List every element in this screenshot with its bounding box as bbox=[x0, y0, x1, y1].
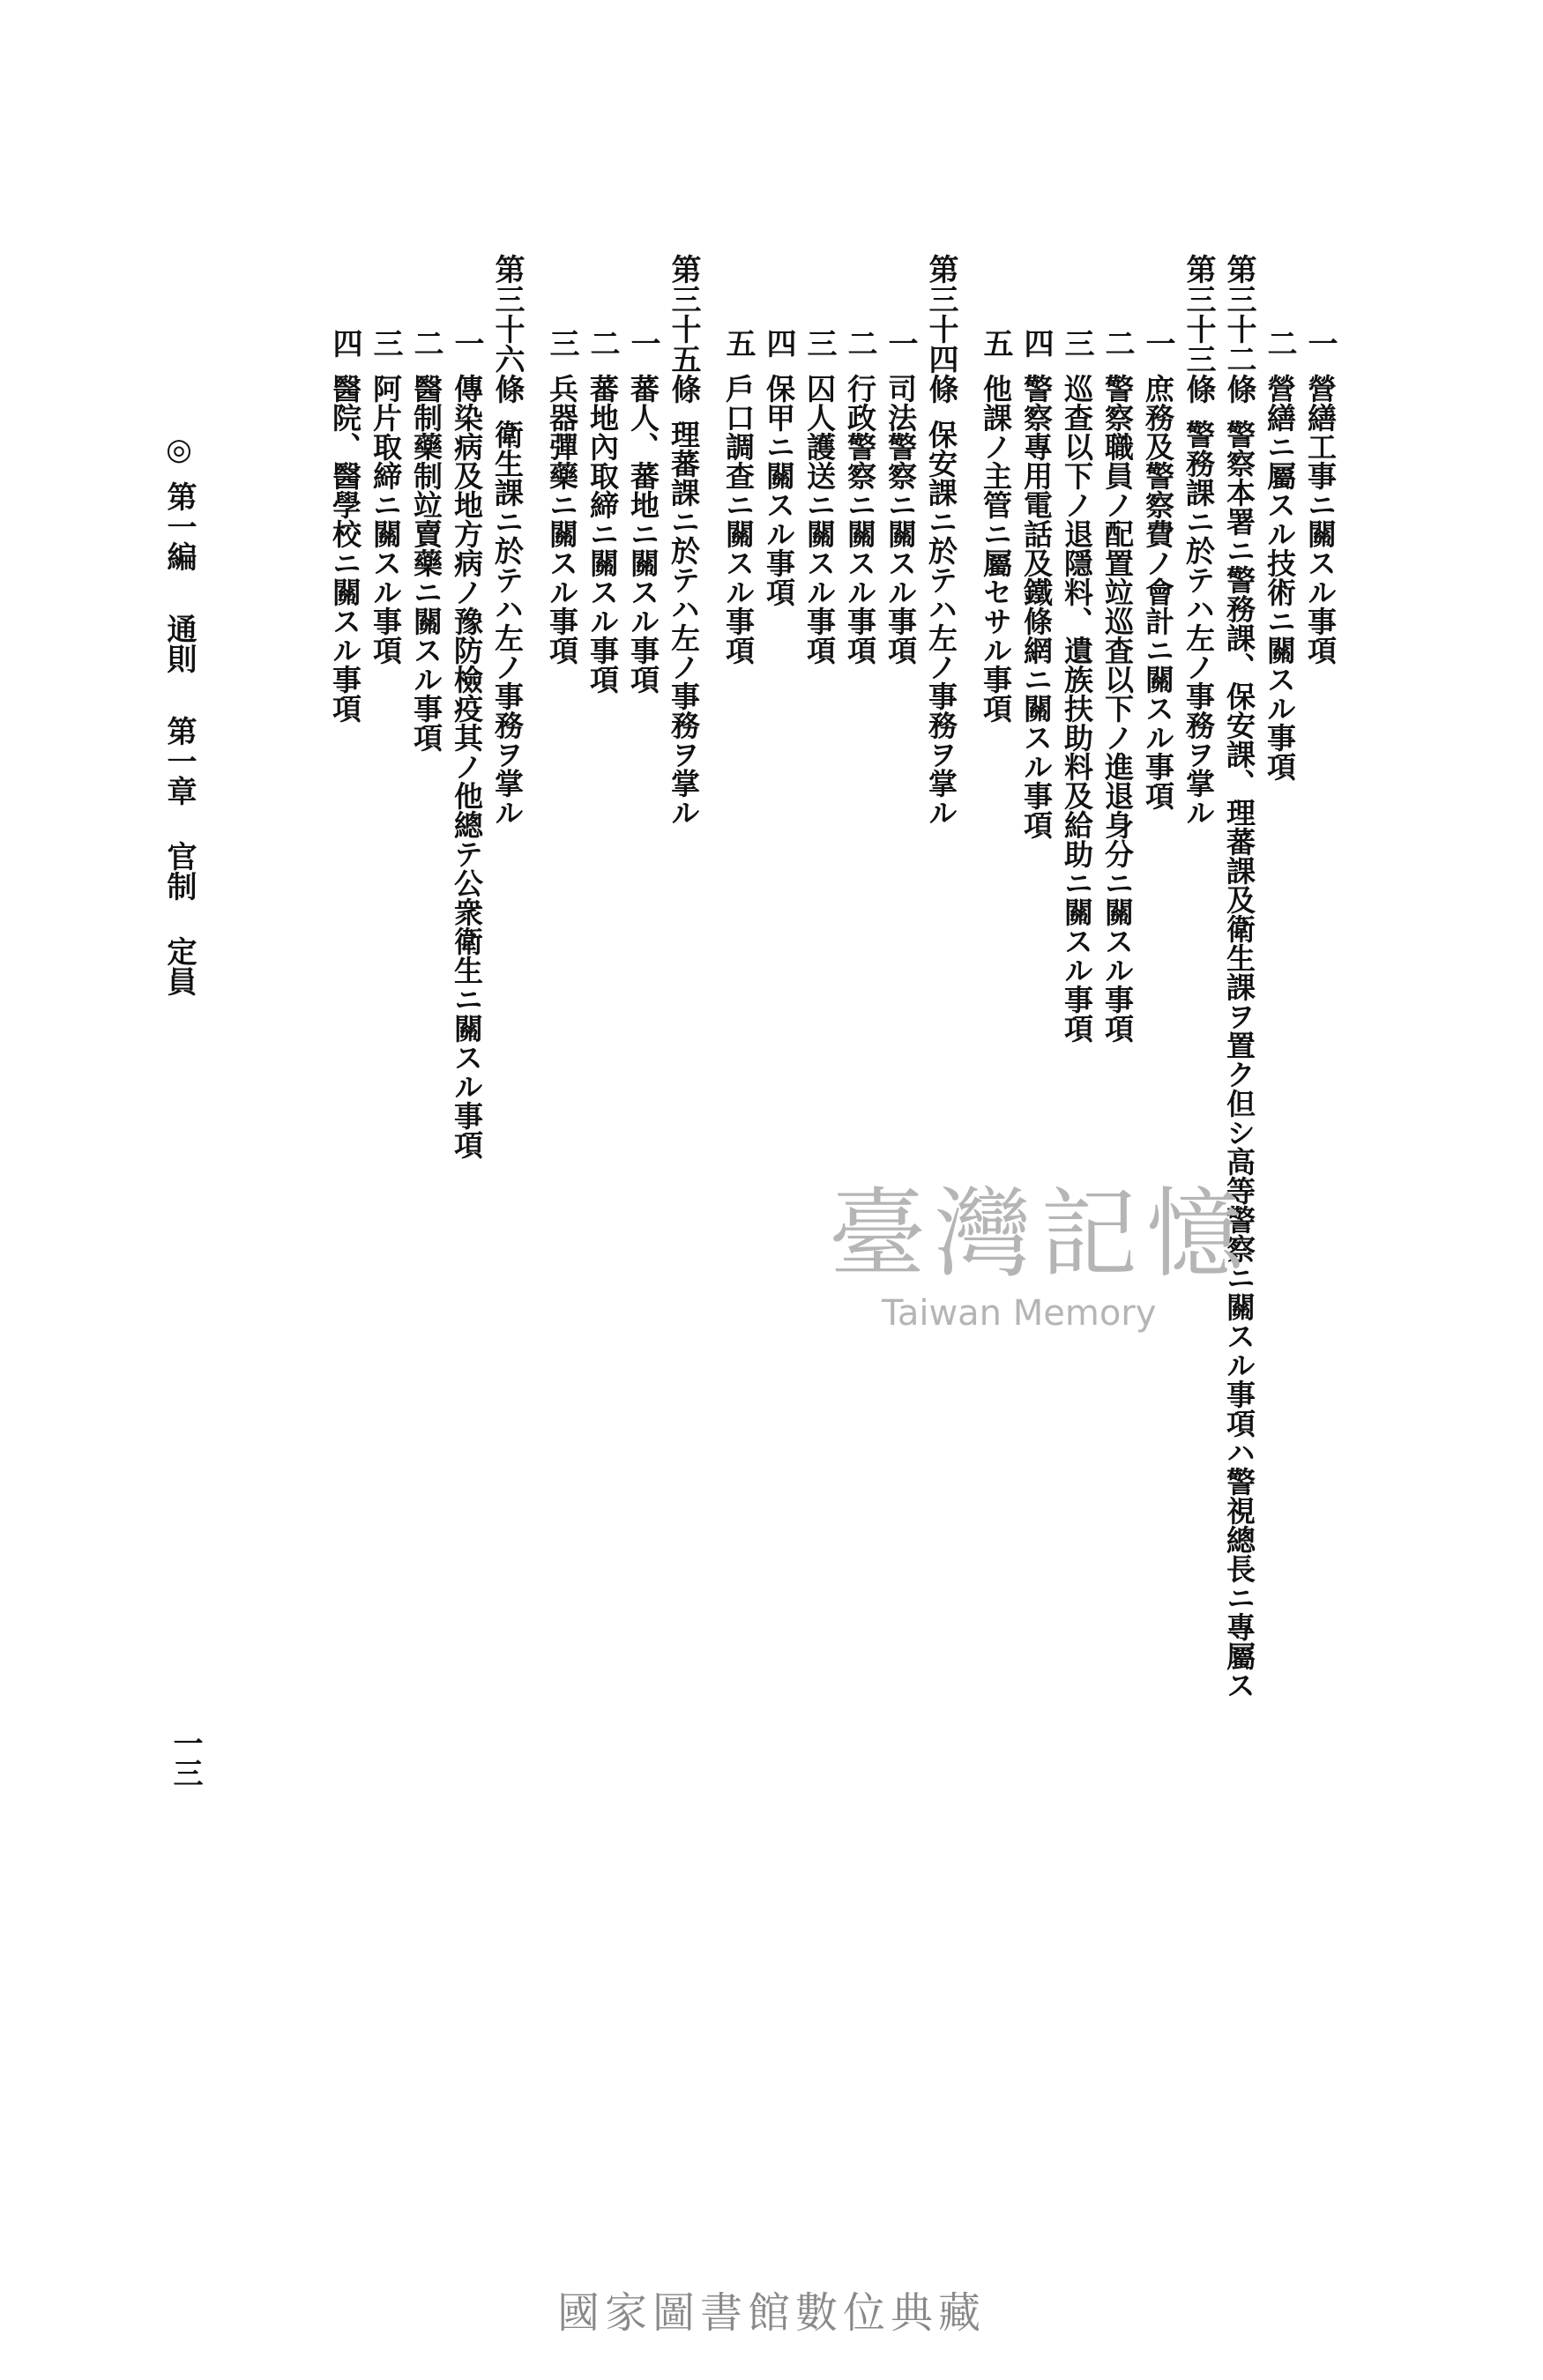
watermark bbox=[758, 1178, 1323, 1357]
text-column bbox=[842, 328, 877, 665]
item-number: 二 bbox=[585, 328, 620, 358]
item-number: 三 bbox=[368, 328, 403, 358]
text-column bbox=[1262, 328, 1297, 781]
item-number: 一 bbox=[625, 328, 660, 358]
article-column bbox=[1181, 254, 1216, 827]
text-column bbox=[408, 328, 444, 752]
item-number: 一 bbox=[883, 328, 918, 358]
text-column bbox=[883, 328, 918, 665]
article-text: 衛生課ニ於テハ左ノ事務ヲ掌ル bbox=[490, 420, 525, 827]
article-text: 警務課ニ於テハ左ノ事務ヲ掌ル bbox=[1181, 420, 1216, 827]
article-column bbox=[666, 254, 701, 827]
item-number: 二 bbox=[408, 328, 444, 358]
text-column bbox=[1018, 328, 1054, 839]
item-text: 蕃地內取締ニ關スル事項 bbox=[585, 374, 620, 694]
item-text: 他課ノ主管ニ屬セサル事項 bbox=[979, 374, 1013, 723]
text-column bbox=[625, 328, 660, 694]
item-number: 三 bbox=[801, 328, 837, 358]
text-column bbox=[585, 328, 620, 694]
text-column bbox=[1140, 328, 1175, 810]
article-number: 第三十六條 bbox=[489, 254, 525, 404]
article-text: 警察本署ニ警務課、保安課、理蕃課及衛生課ヲ置ク但シ高等警察ニ關スル事項ハ警視總長ニ專屬ス bbox=[1222, 420, 1256, 1699]
article-column bbox=[489, 254, 525, 827]
item-number: 四 bbox=[1018, 328, 1054, 358]
text-column bbox=[544, 328, 579, 665]
text-column bbox=[1059, 328, 1094, 1043]
item-text: 醫院、醫學校ニ關スル事項 bbox=[328, 374, 362, 723]
item-number: 一 bbox=[1302, 328, 1338, 358]
article-text: 保安課ニ於テハ左ノ事務ヲ掌ル bbox=[924, 420, 958, 827]
running-footer bbox=[161, 432, 197, 996]
footer-chapter: 第一章 bbox=[161, 716, 197, 806]
item-text: 蕃人、蕃地ニ關スル事項 bbox=[626, 374, 660, 694]
item-text: 戶口調查ニ關スル事項 bbox=[721, 374, 756, 665]
item-text: 囚人護送ニ關スル事項 bbox=[802, 374, 837, 665]
item-text: 巡查以下ノ退隱料、遺族扶助料及給助ニ關スル事項 bbox=[1060, 374, 1094, 1043]
text-column bbox=[720, 328, 756, 665]
item-text: 營繕ニ屬スル技術ニ關スル事項 bbox=[1263, 374, 1297, 781]
footer-chapter-title-2: 定員 bbox=[161, 936, 197, 996]
item-text: 警察專用電話及鐵條網ニ關スル事項 bbox=[1019, 374, 1054, 839]
text-column bbox=[368, 328, 403, 665]
item-number: 三 bbox=[544, 328, 579, 358]
footer-symbol: ◎ bbox=[161, 432, 197, 467]
item-text: 司法警察ニ關スル事項 bbox=[883, 374, 918, 665]
item-number: 一 bbox=[449, 328, 484, 358]
item-text: 警察職員ノ配置竝巡査以下ノ進退身分ニ關スル事項 bbox=[1100, 374, 1135, 1043]
item-text: 兵器彈藥ニ關スル事項 bbox=[545, 374, 579, 665]
text-column bbox=[1099, 328, 1135, 1043]
text-column bbox=[761, 328, 796, 606]
footer-chapter-title: 官制 bbox=[161, 841, 197, 901]
article-number: 第三十五條 bbox=[666, 254, 701, 404]
footer-part: 第一編 bbox=[161, 481, 197, 571]
article-column bbox=[1221, 254, 1256, 1699]
item-text: 營繕工事ニ關スル事項 bbox=[1303, 374, 1338, 665]
watermark-chinese: 臺灣記憶 bbox=[829, 1178, 1252, 1290]
item-text: 阿片取締ニ關スル事項 bbox=[369, 374, 403, 665]
article-number: 第三十四條 bbox=[923, 254, 958, 404]
text-column bbox=[327, 328, 362, 723]
item-number: 一 bbox=[1140, 328, 1175, 358]
item-number: 五 bbox=[978, 328, 1013, 358]
article-text: 理蕃課ニ於テハ左ノ事務ヲ掌ル bbox=[667, 420, 701, 827]
library-mark: 國家圖書館數位典藏 bbox=[556, 2288, 986, 2338]
item-number: 五 bbox=[720, 328, 756, 358]
text-column bbox=[978, 328, 1013, 723]
item-number: 二 bbox=[1262, 328, 1297, 358]
text-column bbox=[801, 328, 837, 665]
item-number: 四 bbox=[761, 328, 796, 358]
item-text: 保甲ニ關スル事項 bbox=[762, 374, 796, 606]
text-column bbox=[449, 328, 484, 1159]
article-number: 第三十二條 bbox=[1221, 254, 1256, 404]
item-text: 醫制藥制竝賣藥ニ關スル事項 bbox=[409, 374, 444, 752]
item-number: 三 bbox=[1059, 328, 1094, 358]
text-column bbox=[1302, 328, 1338, 665]
item-number: 二 bbox=[842, 328, 877, 358]
footer-section: 通則 bbox=[161, 614, 197, 673]
watermark-english: Taiwan Memory bbox=[882, 1293, 1157, 1334]
item-text: 傳染病及地方病ノ豫防檢疫其ノ他總テ公衆衛生ニ關スル事項 bbox=[450, 374, 484, 1159]
article-number: 第三十三條 bbox=[1181, 254, 1216, 404]
item-number: 四 bbox=[327, 328, 362, 358]
page-number: 一三 bbox=[168, 1728, 203, 1788]
article-column bbox=[923, 254, 958, 827]
item-number: 二 bbox=[1099, 328, 1135, 358]
item-text: 行政警察ニ關スル事項 bbox=[843, 374, 877, 665]
item-text: 庶務及警察費ノ會計ニ關スル事項 bbox=[1141, 374, 1175, 810]
